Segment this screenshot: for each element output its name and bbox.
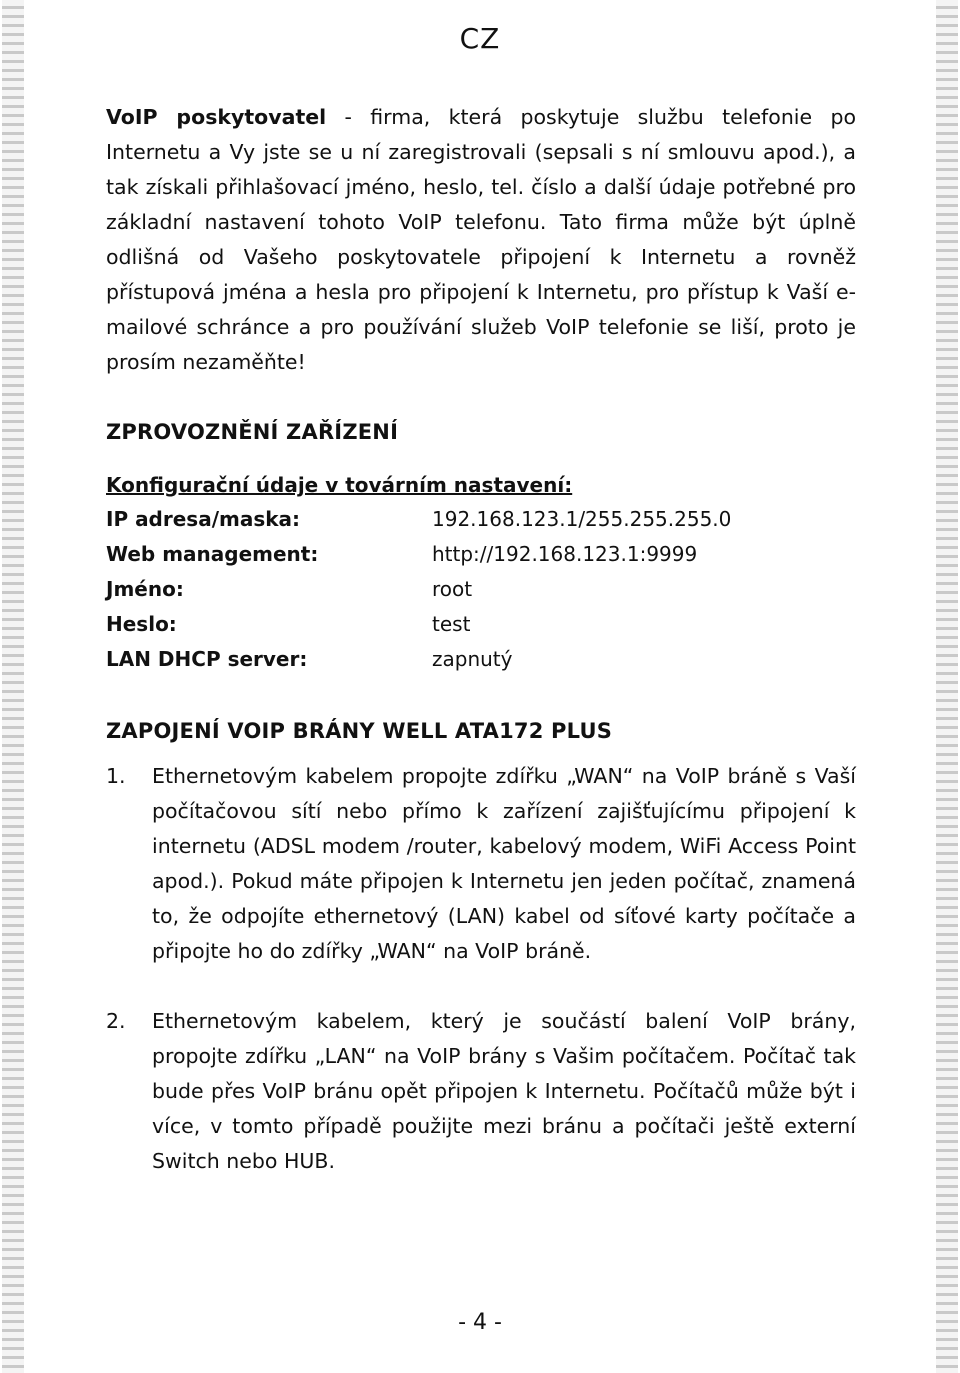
intro-paragraph — [106, 100, 856, 380]
config-value: test — [432, 612, 471, 636]
config-label: Heslo: — [106, 612, 177, 636]
config-value: zapnutý — [432, 647, 513, 671]
config-value: root — [432, 577, 473, 601]
config-value: http://192.168.123.1:9999 — [432, 542, 698, 566]
connect-heading: ZAPOJENÍ VOIP BRÁNY WELL ATA172 PLUS — [106, 719, 613, 743]
step-item — [106, 1004, 856, 1179]
config-row — [106, 607, 856, 642]
config-row — [106, 537, 856, 572]
config-title: Konfigurační údaje v továrním nastavení: — [106, 473, 573, 497]
config-row — [106, 502, 856, 537]
right-stripe-border — [936, 0, 958, 1373]
left-stripe-border — [2, 0, 24, 1373]
step-text: Ethernetovým kabelem, který je součástí balení VoIP brány, propojte zdířku „LAN“ na VoIP brány s Vašim počítačem. Počítač tak bude přes VoIP bránu opět připojen k Internetu. Počítačů může být i více, v tomto případě použijte mezi bránu a počítači ještě externí Switch nebo HUB. — [152, 1009, 856, 1173]
config-table — [106, 502, 856, 677]
intro-term: VoIP poskytovatel — [106, 105, 327, 129]
config-value: 192.168.123.1/255.255.255.0 — [432, 507, 732, 531]
config-row — [106, 642, 856, 677]
config-label: LAN DHCP server: — [106, 647, 308, 671]
page-number: - 4 - — [458, 1310, 502, 1335]
step-number: 2. — [106, 1009, 126, 1033]
config-label: Web management: — [106, 542, 319, 566]
config-row — [106, 572, 856, 607]
step-number: 1. — [106, 764, 126, 788]
config-label: IP adresa/maska: — [106, 507, 301, 531]
intro-text: - firma, která poskytuje službu telefonie po Internetu a Vy jste se u ní zaregistrovali (sepsali s ní smlouvu apod.), a tak získali přihlašovací jméno, heslo, tel. číslo a další údaje potřebné pro základní nastavení tohoto VoIP telefonu. Tato firma může být úplně odlišná od Vašeho poskytovatele připojení k Internetu a rovněž přístupová jména a hesla pro připojení k Internetu, pro přístup k Vaší e-mailové schránce a pro používání služeb VoIP telefonie se liší, proto je prosím nezaměňte! — [106, 105, 856, 374]
step-item — [106, 759, 856, 969]
language-label: CZ — [459, 22, 501, 55]
steps-list — [106, 759, 856, 1179]
config-label: Jméno: — [106, 577, 184, 601]
step-text: Ethernetovým kabelem propojte zdířku „WAN“ na VoIP bráně s Vaší počítačovou sítí nebo přímo k zařízení zajišťujícímu připojení k internetu (ADSL modem /router, kabelový modem, WiFi Access Point apod.). Pokud máte připojen k Internetu jen jeden počítač, znamená to, že odpojíte ethernetový (LAN) kabel od síťové karty počítače a připojte ho do zdířky „WAN“ na VoIP bráně. — [152, 764, 856, 963]
setup-heading: ZPROVOZNĚNÍ ZAŘÍZENÍ — [106, 420, 399, 444]
page-content — [106, 100, 856, 1214]
